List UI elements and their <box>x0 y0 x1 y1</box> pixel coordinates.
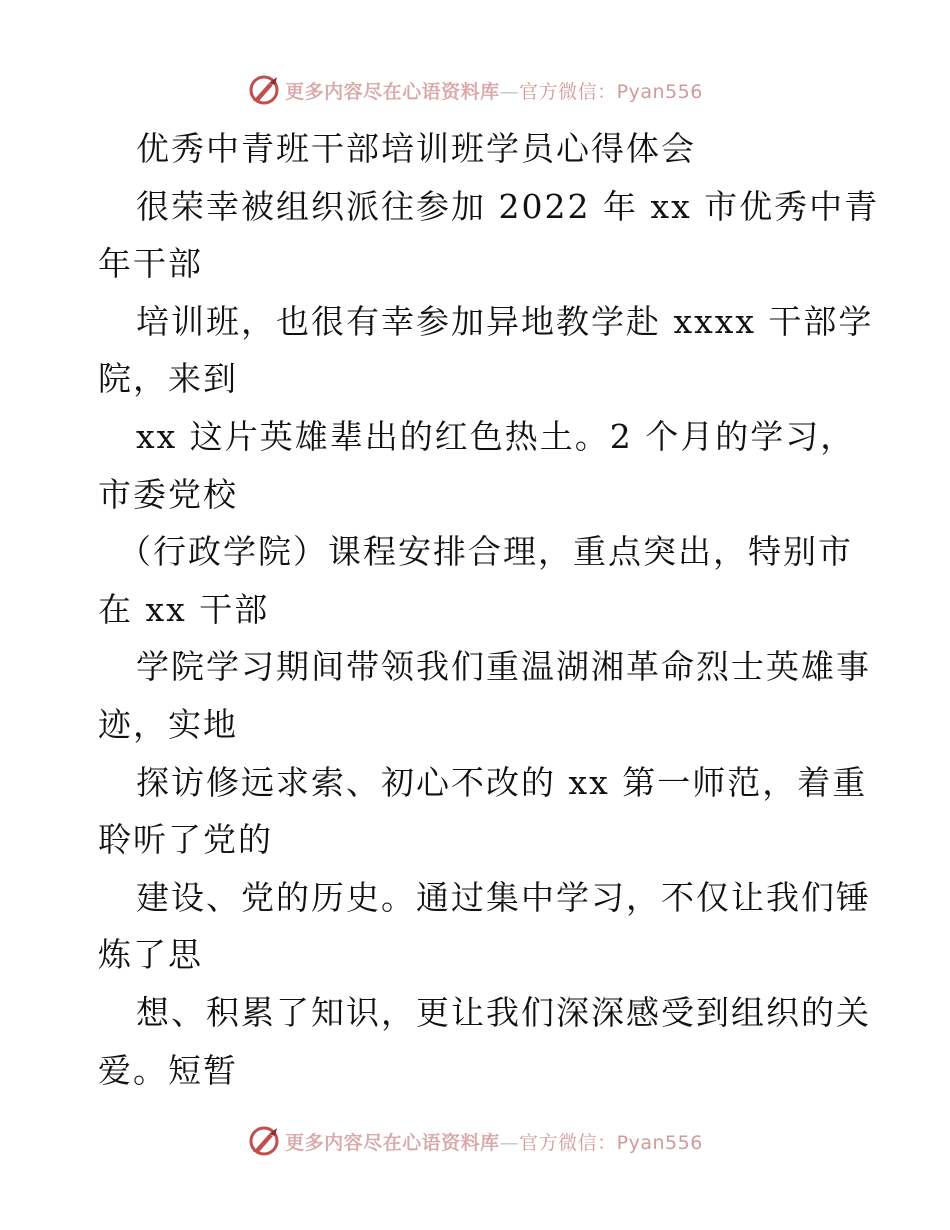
text-line: 炼了思 <box>98 935 203 975</box>
watermark-contact-text: 官方微信：Pyan556 <box>519 80 703 103</box>
text-line: （行政学院）课程安排合理，重点突出，特别市 <box>118 532 853 572</box>
watermark-separator: — <box>499 80 520 103</box>
text-line: 聆听了党的 <box>98 820 273 860</box>
watermark-main-text: 更多内容尽在心语资料库 <box>285 1131 500 1154</box>
document-body <box>98 120 880 1099</box>
text-line: 院，来到 <box>98 359 238 399</box>
footer-watermark <box>0 1121 950 1161</box>
quill-pen-circle-icon <box>247 1124 281 1158</box>
watermark-text <box>285 1128 703 1155</box>
text-line: 探访修远求索、初心不改的 xx 第一师范，着重 <box>136 762 868 802</box>
text-line: 迹，实地 <box>98 704 238 744</box>
text-line: 很荣幸被组织派往参加 2022 年 xx 市优秀中青 <box>136 186 880 226</box>
text-line: 想、积累了知识，更让我们深深感受到组织的关 <box>136 992 871 1032</box>
watermark-text <box>285 77 703 104</box>
watermark-main-text: 更多内容尽在心语资料库 <box>285 80 500 103</box>
text-line: xx 这片英雄辈出的红色热土。2 个月的学习， <box>136 416 856 456</box>
text-line: 年干部 <box>98 244 203 284</box>
document-title: 优秀中青班干部培训班学员心得体会 <box>136 129 696 168</box>
quill-pen-circle-icon <box>247 73 281 107</box>
text-line: 在 xx 干部 <box>98 589 270 629</box>
text-line: 学院学习期间带领我们重温湖湘革命烈士英雄事 <box>136 647 871 687</box>
header-watermark <box>0 70 950 110</box>
text-line: 市委党校 <box>98 474 238 514</box>
text-line: 爱。短暂 <box>98 1050 238 1090</box>
text-line: 建设、党的历史。通过集中学习，不仅让我们锤 <box>136 877 871 917</box>
text-line: 培训班，也很有幸参加异地教学赴 xxxx 干部学 <box>136 301 874 341</box>
watermark-contact-text: 官方微信：Pyan556 <box>519 1131 703 1154</box>
watermark-separator: — <box>499 1131 520 1154</box>
